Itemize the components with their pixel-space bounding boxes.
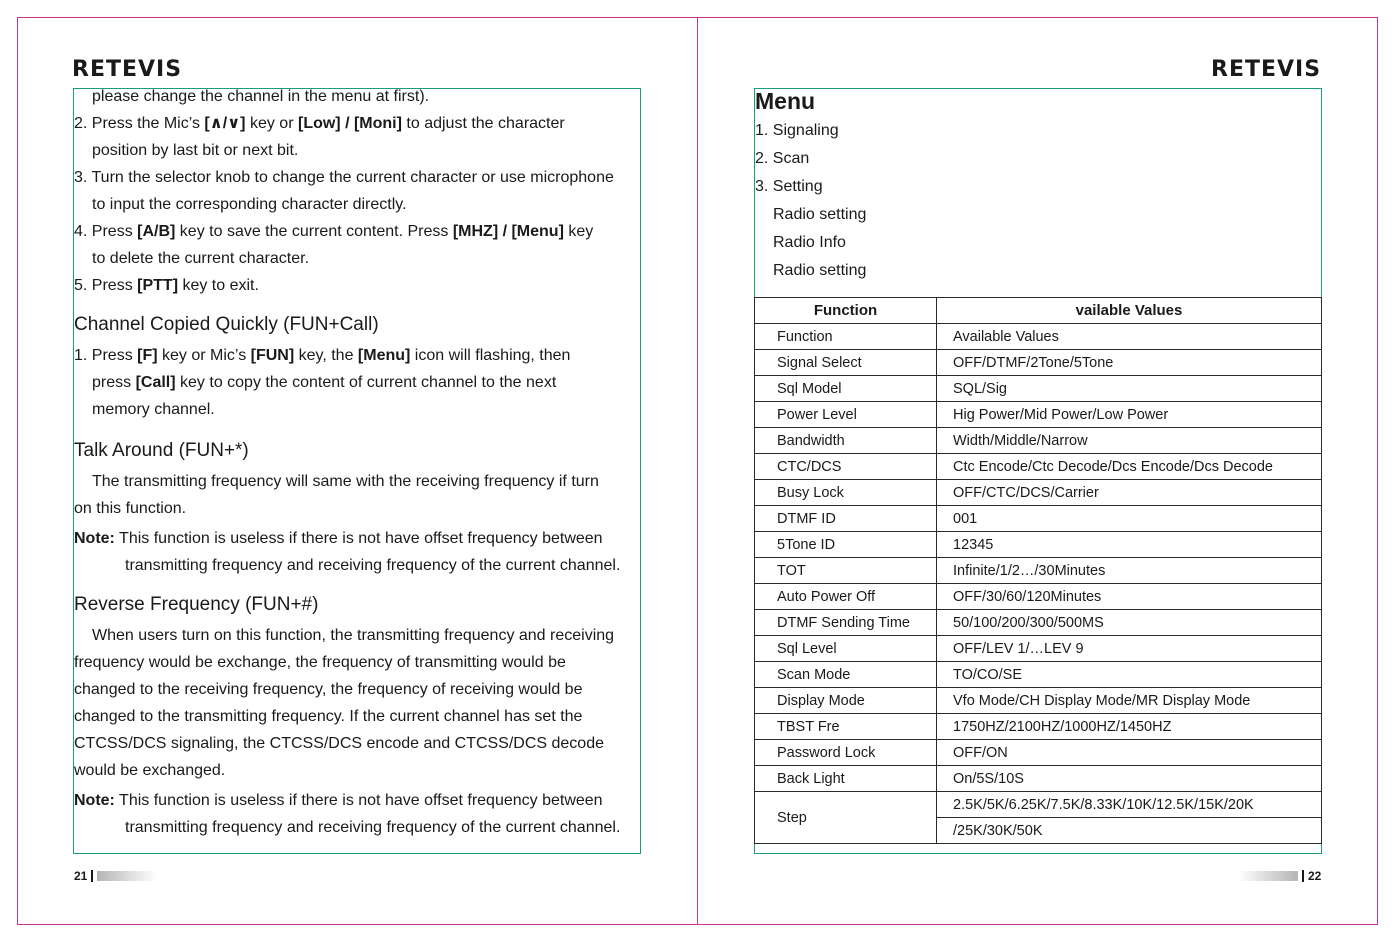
value-cell: 1750HZ/2100HZ/1000HZ/1450HZ [937,714,1322,740]
function-cell: Step [755,792,937,844]
table-row [755,584,1322,610]
function-cell: 5Tone ID [755,532,937,558]
text-line: on this function. [74,500,187,517]
brand-logo-text: RETEVIS [72,57,183,81]
table-row [755,662,1322,688]
value-cell: 50/100/200/300/500MS [937,610,1322,636]
table-header-function: Function [755,298,937,324]
value-cell: SQL/Sig [937,376,1322,402]
value-cell: Vfo Mode/CH Display Mode/MR Display Mode [937,688,1322,714]
page-number-bar [1238,871,1298,881]
note-label: Note: [74,792,115,809]
table-row [755,324,1322,350]
page-number-separator [91,870,93,882]
table-row [755,402,1322,428]
table-row [755,350,1322,376]
menu-item: 3. Setting [755,178,823,195]
section-heading-talk: Talk Around (FUN+*) [74,440,249,461]
table-row [755,480,1322,506]
table-header-row [755,298,1322,324]
value-cell: OFF/LEV 1/…LEV 9 [937,636,1322,662]
function-cell: DTMF Sending Time [755,610,937,636]
note-line: transmitting frequency and receiving frequency of the current channel. [125,819,621,836]
value-cell: OFF/ON [937,740,1322,766]
text-line: position by last bit or next bit. [92,142,299,159]
value-cell: 12345 [937,532,1322,558]
menu-sub-item: Radio Info [773,234,846,251]
table-row [755,558,1322,584]
section-heading-reverse: Reverse Frequency (FUN+#) [74,594,319,615]
text-line: 2. Press the Mic’s [∧/∨] key or [Low] / [Moni] to adjust the character [74,115,565,132]
function-cell: Function [755,324,937,350]
value-cell: 2.5K/5K/6.25K/7.5K/8.33K/10K/12.5K/15K/20K [937,792,1322,818]
function-cell: Bandwidth [755,428,937,454]
value-cell: Ctc Encode/Ctc Decode/Dcs Encode/Dcs Decode [937,454,1322,480]
value-cell: OFF/CTC/DCS/Carrier [937,480,1322,506]
brand-logo-right [1211,55,1323,81]
text-line: to delete the current character. [92,250,310,267]
text-line: 5. Press [PTT] key to exit. [74,277,259,294]
table-row [755,610,1322,636]
value-cell: Width/Middle/Narrow [937,428,1322,454]
function-cell: Sql Level [755,636,937,662]
table-row [755,792,1322,818]
table-row [755,766,1322,792]
note-line: transmitting frequency and receiving frequency of the current channel. [125,557,621,574]
function-cell: Password Lock [755,740,937,766]
table-row [755,428,1322,454]
value-cell: OFF/DTMF/2Tone/5Tone [937,350,1322,376]
table-row [755,636,1322,662]
text-line: memory channel. [92,401,215,418]
text-line: changed to the transmitting frequency. If the current channel has set the [74,708,583,725]
function-cell: TOT [755,558,937,584]
text-line: 1. Press [F] key or Mic’s [FUN] key, the [Menu] icon will flashing, then [74,347,571,364]
value-cell: Infinite/1/2…/30Minutes [937,558,1322,584]
menu-title: Menu [755,88,816,114]
page-number-bar [97,871,157,881]
value-cell: Hig Power/Mid Power/Low Power [937,402,1322,428]
table-row [755,454,1322,480]
value-cell: TO/CO/SE [937,662,1322,688]
menu-item: 1. Signaling [755,122,839,139]
function-cell: CTC/DCS [755,454,937,480]
function-cell: Busy Lock [755,480,937,506]
value-cell: OFF/30/60/120Minutes [937,584,1322,610]
text-line: When users turn on this function, the transmitting frequency and receiving [92,627,615,644]
value-cell: /25K/30K/50K [937,818,1322,844]
text-line: would be exchanged. [74,762,226,779]
text-line: 3. Turn the selector knob to change the current character or use microphone [74,169,614,186]
page-number-right: 22 [1308,869,1322,883]
menu-item: 2. Scan [755,150,810,167]
table-row [755,714,1322,740]
value-cell: 001 [937,506,1322,532]
page-number-left: 21 [74,869,88,883]
table-row [755,688,1322,714]
function-cell: Display Mode [755,688,937,714]
function-cell: TBST Fre [755,714,937,740]
section-heading-copy: Channel Copied Quickly (FUN+Call) [74,314,379,335]
value-cell: Available Values [937,324,1322,350]
text-line: The transmitting frequency will same with the receiving frequency if turn [92,473,599,490]
value-cell: On/5S/10S [937,766,1322,792]
text-line: please change the channel in the menu at first). [92,88,430,105]
function-cell: DTMF ID [755,506,937,532]
function-cell: Auto Power Off [755,584,937,610]
function-cell: Sql Model [755,376,937,402]
table-row [755,532,1322,558]
note-line: Note: This function is useless if there is not have offset frequency between [74,530,603,547]
text-line: to input the corresponding character directly. [92,196,407,213]
note-label: Note: [74,530,115,547]
menu-sub-item: Radio setting [773,262,867,279]
text-line: CTCSS/DCS signaling, the CTCSS/DCS encode and CTCSS/DCS decode [74,735,604,752]
page-number-separator [1302,870,1304,882]
text-line: 4. Press [A/B] key to save the current content. Press [MHZ] / [Menu] key [74,223,594,240]
function-cell: Signal Select [755,350,937,376]
brand-logo-left [72,55,184,81]
menu-sub-item: Radio setting [773,206,867,223]
table-header-values: vailable Values [937,298,1322,324]
function-cell: Power Level [755,402,937,428]
function-values-table [754,297,1322,844]
function-cell: Scan Mode [755,662,937,688]
note-line: Note: This function is useless if there is not have offset frequency between [74,792,603,809]
text-line: changed to the receiving frequency, the frequency of receiving would be [74,681,583,698]
table-row [755,376,1322,402]
brand-logo-text: RETEVIS [1211,57,1322,81]
page-divider [697,17,698,925]
text-line: frequency would be exchange, the frequency of transmitting would be [74,654,566,671]
table-row [755,740,1322,766]
table-row [755,506,1322,532]
function-cell: Back Light [755,766,937,792]
text-line: press [Call] key to copy the content of current channel to the next [92,374,557,391]
